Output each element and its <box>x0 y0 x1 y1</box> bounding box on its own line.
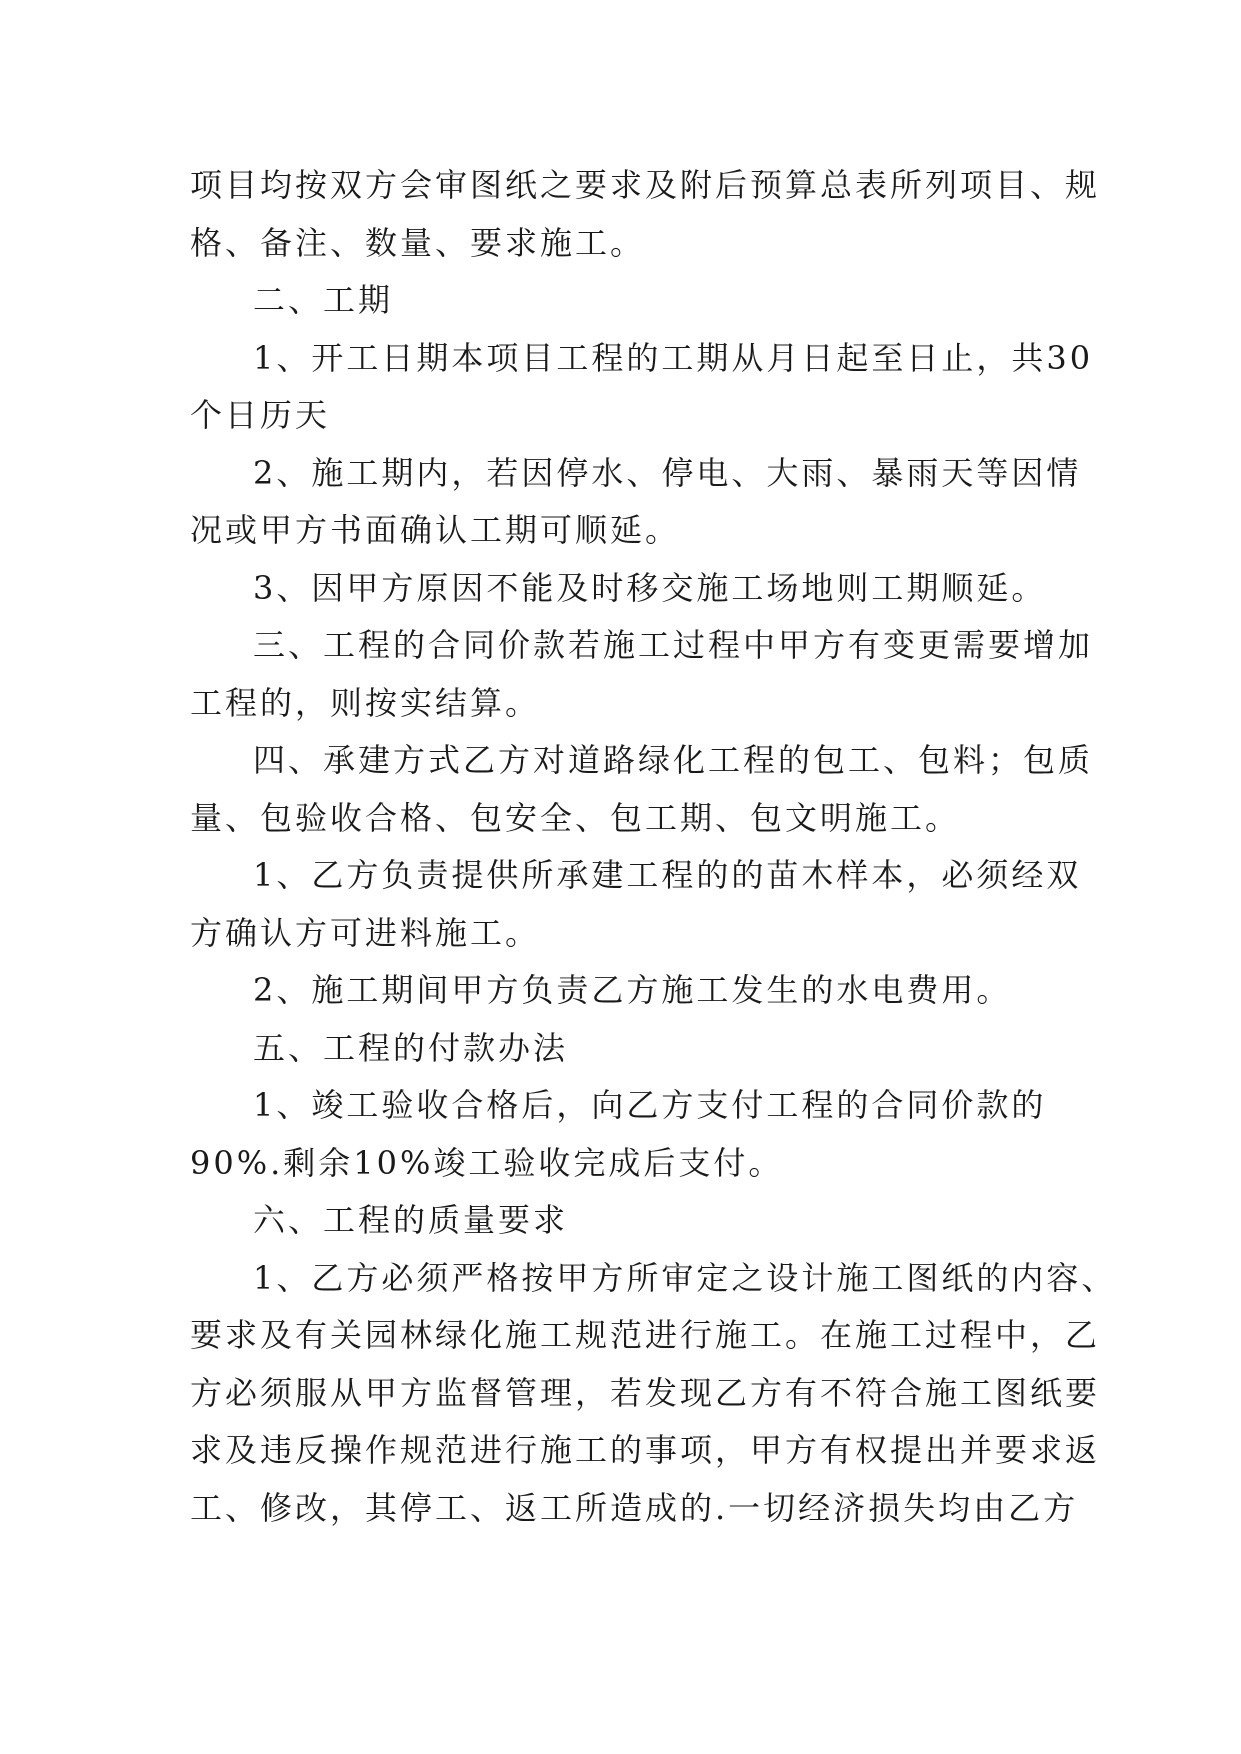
text-line: 项目均按双方会审图纸之要求及附后预算总表所列项目、规 <box>190 166 1101 204</box>
text-line: 况或甲方书面确认工期可顺延。 <box>190 511 681 549</box>
text-line: 工程的，则按实结算。 <box>190 684 541 722</box>
text-line: 三、工程的合同价款若施工过程中甲方有变更需要增加 <box>253 626 1094 664</box>
text-line: 个日历天 <box>190 396 331 434</box>
text-line: 求及违反操作规范进行施工的事项，甲方有权提出并要求返 <box>190 1431 1101 1469</box>
text-line: 二、工期 <box>253 281 394 319</box>
text-line: 方确认方可进料施工。 <box>190 914 541 952</box>
text-line: 2、施工期间甲方负责乙方施工发生的水电费用。 <box>253 971 1012 1009</box>
text-line: 方必须服从甲方监督管理，若发现乙方有不符合施工图纸要 <box>190 1374 1101 1412</box>
text-line: 六、工程的质量要求 <box>253 1201 569 1239</box>
text-line: 1、竣工验收合格后，向乙方支付工程的合同价款的 <box>253 1086 1047 1124</box>
text-line: 2、施工期内，若因停水、停电、大雨、暴雨天等因情 <box>253 454 1082 492</box>
text-line: 量、包验收合格、包安全、包工期、包文明施工。 <box>190 799 961 837</box>
text-line: 3、因甲方原因不能及时移交施工场地则工期顺延。 <box>253 569 1047 607</box>
text-line: 要求及有关园林绿化施工规范进行施工。在施工过程中，乙 <box>190 1316 1101 1354</box>
text-line: 四、承建方式乙方对道路绿化工程的包工、包料；包质 <box>253 741 1094 779</box>
text-line: 1、乙方负责提供所承建工程的的苗木样本，必须经双 <box>253 856 1082 894</box>
text-line: 工、修改，其停工、返工所造成的.一切经济损失均由乙方 <box>190 1489 1079 1527</box>
text-line: 五、工程的付款办法 <box>253 1029 569 1067</box>
text-line: 90%.剩余10%竣工验收完成后支付。 <box>190 1144 784 1182</box>
text-line: 1、乙方必须严格按甲方所审定之设计施工图纸的内容、 <box>253 1259 1117 1297</box>
text-line: 1、开工日期本项目工程的工期从月日起至日止，共30 <box>253 339 1094 377</box>
text-line: 格、备注、数量、要求施工。 <box>190 224 646 262</box>
